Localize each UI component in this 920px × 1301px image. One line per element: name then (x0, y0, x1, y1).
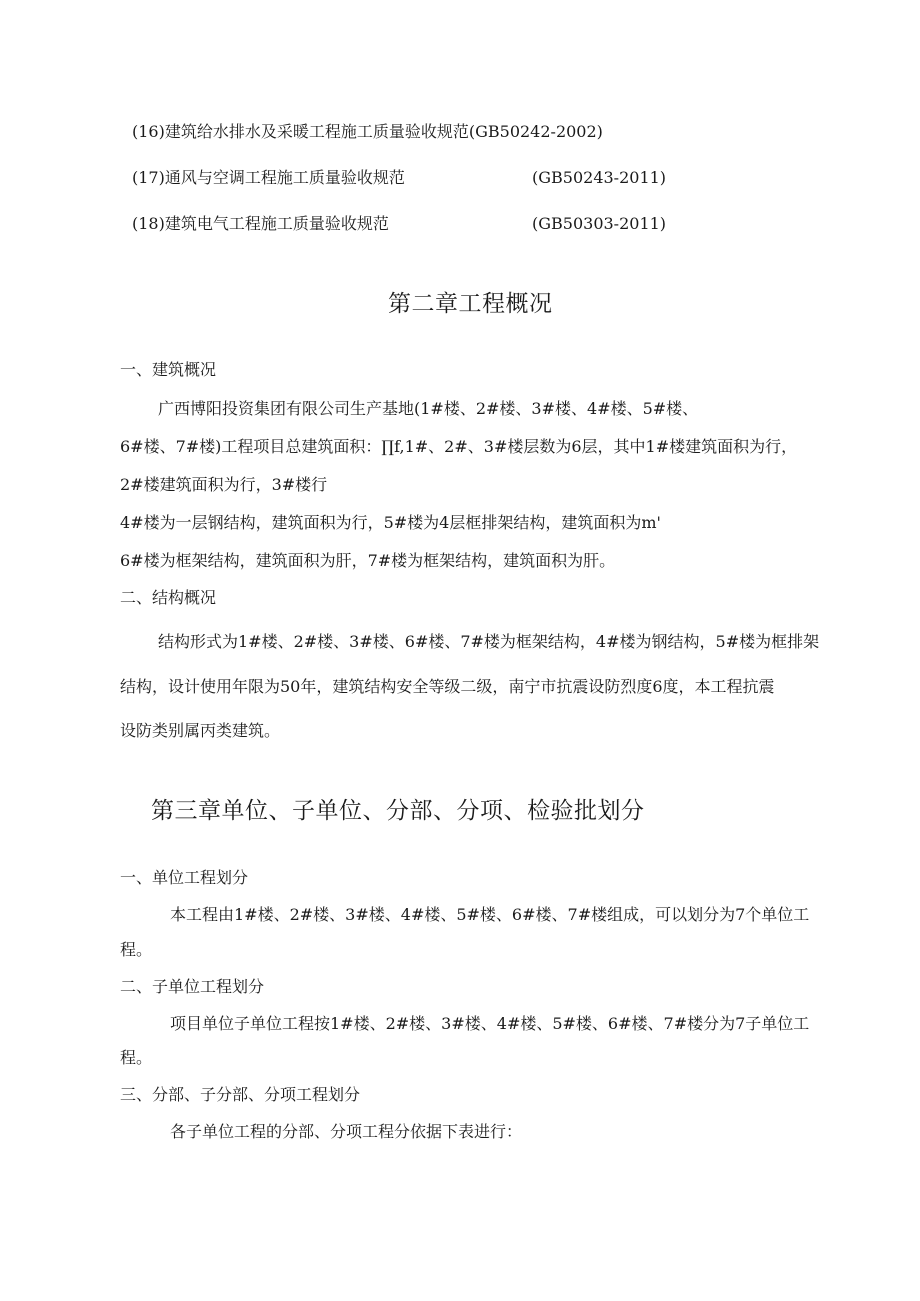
reference-number: (18) (132, 214, 165, 233)
paragraph-line: 6#楼为框架结构，建筑面积为肝，7#楼为框架结构，建筑面积为肝。 (120, 551, 616, 570)
reference-item-17 (132, 168, 405, 188)
paragraph-line: 结构形式为1#楼、2#楼、3#楼、6#楼、7#楼为框架结构，4#楼为钢结构，5#楼为框排架 (158, 632, 820, 651)
reference-number: (17) (132, 168, 165, 187)
paragraph-line: 本工程由1#楼、2#楼、3#楼、4#楼、5#楼、6#楼、7#楼组成，可以划分为7个单位工 (170, 905, 810, 924)
paragraph-line: 程。 (120, 940, 153, 959)
paragraph-line: 2#楼建筑面积为行，3#楼行 (120, 475, 328, 494)
reference-title: 通风与空调工程施工质量验收规范 (164, 168, 405, 187)
reference-item-18 (132, 214, 389, 234)
reference-code: (GB50243-2011) (532, 168, 667, 187)
section-heading: 二、结构概况 (120, 588, 217, 607)
paragraph-line: 结构，设计使用年限为50年，建筑结构安全等级二级，南宁市抗震设防烈度6度，本工程抗震 (120, 677, 775, 696)
chapter-title: 第三章单位、子单位、分部、分项、检验批划分 (151, 798, 645, 824)
section-heading: 三、分部、子分部、分项工程划分 (120, 1085, 361, 1104)
paragraph-line: 6#楼、7#楼)工程项目总建筑面积：∏f,1#、2#、3#楼层数为6层，其中1#楼建筑面积为行， (120, 437, 798, 456)
paragraph-line: 各子单位工程的分部、分项工程分依据下表进行： (170, 1122, 523, 1141)
paragraph-line: 广西博阳投资集团有限公司生产基地(1#楼、2#楼、3#楼、4#楼、5#楼、 (158, 399, 699, 418)
paragraph-line: 程。 (120, 1048, 153, 1067)
paragraph-line: 项目单位子单位工程按1#楼、2#楼、3#楼、4#楼、5#楼、6#楼、7#楼分为7子单位工 (170, 1014, 810, 1033)
reference-code: (GB50303-2011) (532, 214, 667, 233)
reference-title: 建筑电气工程施工质量验收规范 (164, 214, 389, 233)
paragraph-line: 设防类别属丙类建筑。 (120, 721, 281, 740)
paragraph-line: 4#楼为一层钢结构，建筑面积为行，5#楼为4层框排架结构，建筑面积为m' (120, 513, 661, 532)
reference-number: (16) (132, 122, 165, 141)
section-heading: 一、单位工程划分 (120, 868, 249, 887)
reference-title: 建筑给水排水及采暖工程施工质量验收规范 (164, 122, 469, 141)
section-heading: 二、子单位工程划分 (120, 977, 265, 996)
section-heading: 一、建筑概况 (120, 360, 217, 379)
chapter-title: 第二章工程概况 (388, 291, 553, 317)
reference-code: (GB50242-2002) (468, 122, 603, 141)
reference-item-16 (132, 122, 603, 142)
